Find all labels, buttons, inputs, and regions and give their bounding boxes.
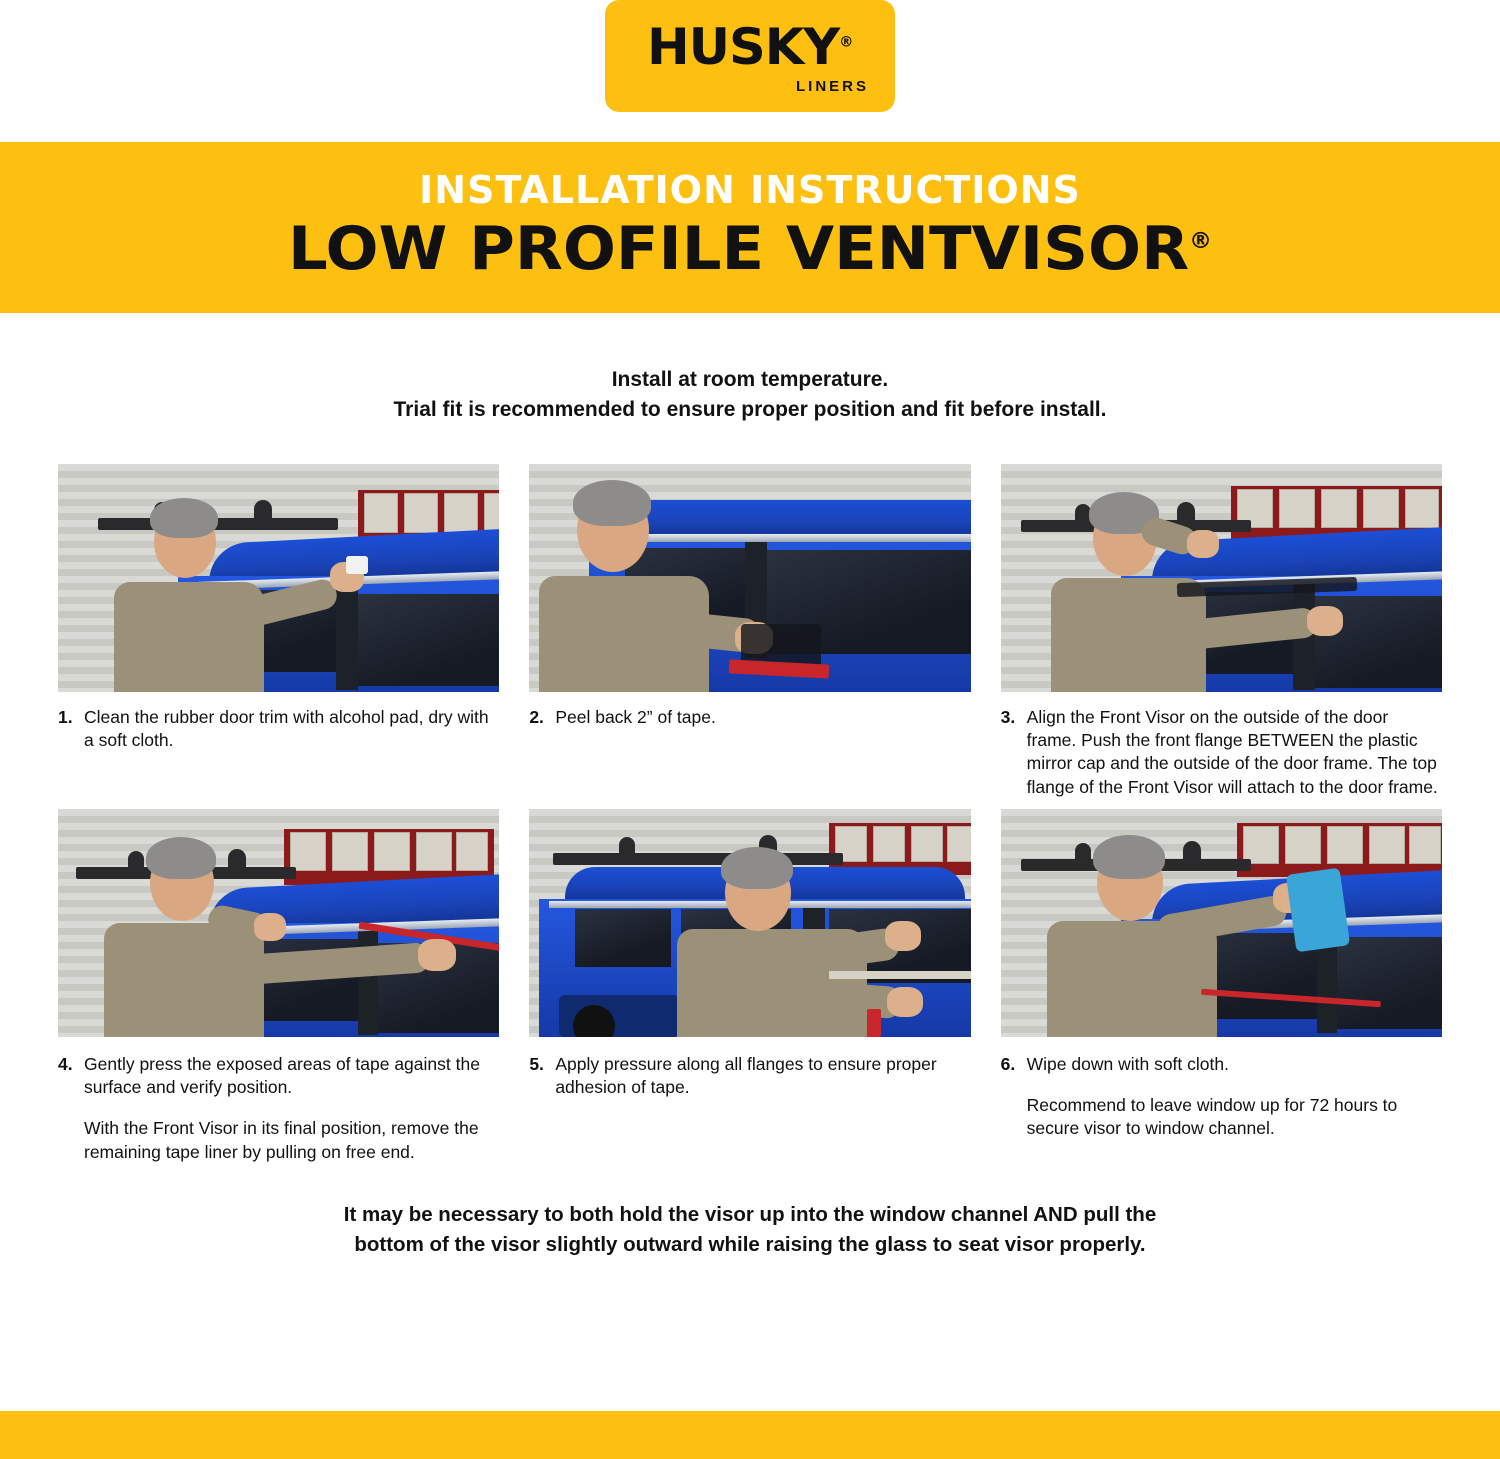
step-2 <box>529 464 970 799</box>
visor-flange <box>829 971 970 979</box>
alcohol-pad <box>346 556 368 574</box>
step-5-photo <box>529 809 970 1037</box>
step-4-caption <box>58 1053 499 1164</box>
step-5 <box>529 809 970 1164</box>
intro-line-1: Install at room temperature. <box>611 367 889 391</box>
step-6-number: 6. <box>1000 1053 1016 1074</box>
step-2-text: Peel back 2” of tape. <box>555 706 716 727</box>
technician-hand-2 <box>1307 606 1343 636</box>
step-1-text: Clean the rubber door trim with alcohol pad, dry with a soft cloth. <box>84 706 489 751</box>
step-4-number: 4. <box>58 1053 73 1074</box>
page-title <box>0 213 1500 284</box>
brand-name-text: HUSKY <box>647 17 840 76</box>
technician-hand-2 <box>887 987 923 1017</box>
step-6 <box>1001 809 1442 1164</box>
cab-window-glass <box>575 909 671 967</box>
step-5-text: Apply pressure along all flanges to ensure proper adhesion of tape. <box>555 1053 937 1098</box>
door-pillar <box>336 580 358 690</box>
step-4-photo <box>58 809 499 1037</box>
intro-note <box>0 365 1500 426</box>
blue-cloth <box>1285 868 1349 953</box>
step-3-text: Align the Front Visor on the outside of the door frame. Push the front flange BETWEEN the plastic mirror cap and the outside of the door frame. The top flange of the Front Visor will attach to the door frame. <box>1026 706 1438 797</box>
step-5-number: 5. <box>529 1053 544 1074</box>
step-6-caption <box>1001 1053 1442 1141</box>
brand-name <box>647 17 853 76</box>
step-2-number: 2. <box>529 706 544 727</box>
footer-note-line-2: bottom of the visor slightly outward while raising the glass to seat visor properly. <box>354 1232 1146 1256</box>
step-3-photo <box>1001 464 1442 692</box>
step-6-photo <box>1001 809 1442 1037</box>
step-4-text: Gently press the exposed areas of tape against the surface and verify position. <box>84 1053 480 1098</box>
steps-grid <box>58 464 1442 1164</box>
window-trim <box>599 534 970 542</box>
step-1-photo <box>58 464 499 692</box>
technician-hair <box>573 480 651 526</box>
step-6-text: Wipe down with soft cloth. <box>1026 1053 1229 1074</box>
step-6-text-2: Recommend to leave window up for 72 hours to secure visor to window channel. <box>1026 1095 1398 1139</box>
step-2-photo <box>529 464 970 692</box>
technician-hair <box>150 498 218 538</box>
step-1-number: 1. <box>58 706 73 727</box>
technician-hand-2 <box>418 939 456 971</box>
bottom-color-band <box>0 1411 1500 1459</box>
husky-liners-logo <box>605 0 895 112</box>
step-3-caption <box>1001 706 1442 799</box>
shelf-rack <box>1237 823 1442 877</box>
roof-rack <box>98 518 338 530</box>
step-4 <box>58 809 499 1164</box>
title-banner <box>0 142 1500 313</box>
registered-mark: ® <box>839 33 853 50</box>
footer-note-line-1: It may be necessary to both hold the visor up into the window channel AND pull the <box>343 1202 1157 1226</box>
footer-note <box>110 1200 1390 1259</box>
step-3 <box>1001 464 1442 799</box>
page-title-text: LOW PROFILE VENTVISOR <box>287 213 1190 284</box>
tape-liner <box>867 1009 881 1037</box>
intro-line-2: Trial fit is recommended to ensure proper position and fit before install. <box>393 398 1107 422</box>
step-4-text-2: With the Front Visor in its final position, remove the remaining tape liner by pulling on free end. <box>84 1118 479 1162</box>
step-1 <box>58 464 499 799</box>
eyebrow-title: INSTALLATION INSTRUCTIONS <box>419 168 1081 212</box>
technician-hair <box>721 847 793 889</box>
step-1-caption <box>58 706 499 753</box>
technician-hair <box>146 837 216 879</box>
page-title-registered: ® <box>1189 228 1213 254</box>
brand-subname: LINERS <box>795 77 869 95</box>
step-5-caption <box>529 1053 970 1100</box>
logo-band <box>0 0 1500 142</box>
technician-hand <box>1187 530 1219 558</box>
technician-hand <box>254 913 286 941</box>
roof-rack <box>553 853 843 865</box>
technician-hand <box>885 921 921 951</box>
step-2-caption <box>529 706 970 729</box>
technician-hair <box>1093 835 1165 879</box>
step-3-number: 3. <box>1000 706 1016 727</box>
